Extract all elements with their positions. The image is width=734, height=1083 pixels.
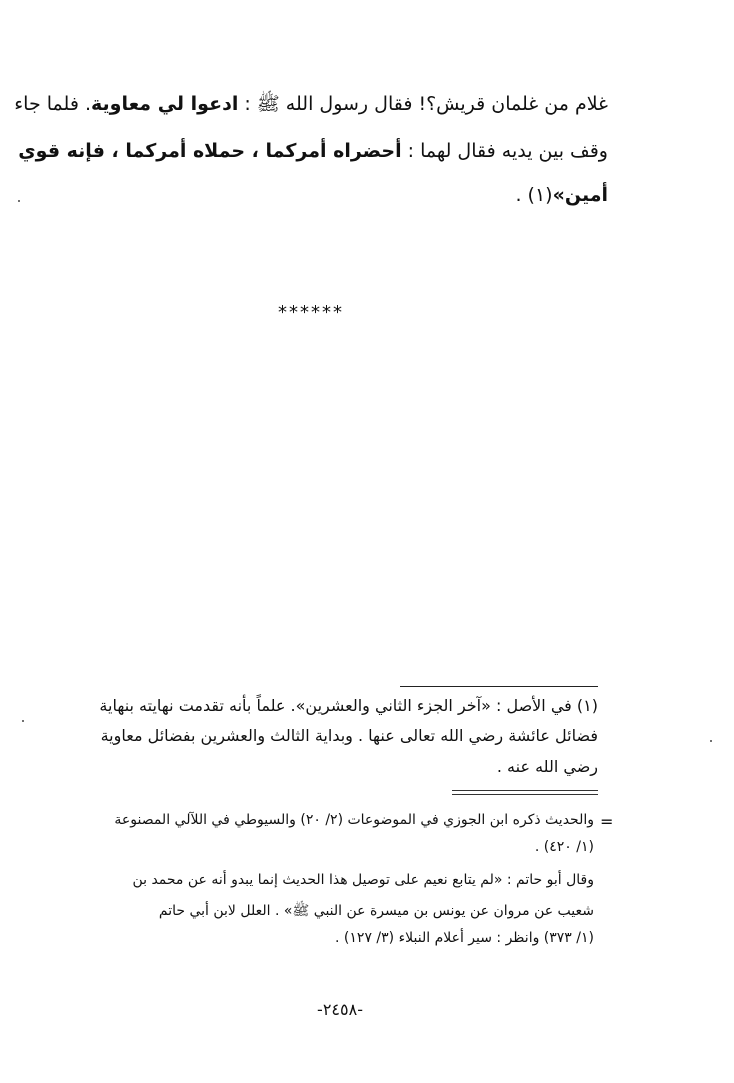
section-separator: ****** [278, 302, 344, 323]
scan-speck [710, 740, 712, 742]
main-line-3 [88, 184, 608, 206]
main-line-2-bold: أحضراه أمركما ، حملاه أمركما ، فإنه قوي [18, 140, 402, 162]
footnote-1-line-2: فضائل عائشة رضي الله تعالى عنها . وبداية الثالث والعشرين بفضائل معاوية [100, 726, 598, 745]
footnote-2-line-3: وقال أبو حاتم : «لم يتابع نعيم على توصيل هذا الحديث إنما يبدو أنه عن محمد بن [132, 872, 594, 888]
main-line-1-text-a: غلام من غلمان قريش؟! فقال رسول الله ﷺ : [238, 93, 608, 115]
footnote-1-line-1: (١) في الأصل : «آخر الجزء الثاني والعشرين». علماً بأنه تقدمت نهايته بنهاية [99, 696, 598, 715]
footnote-divider [400, 686, 598, 687]
footnote-2-line-2: (١/ ٤٢٠) . [534, 839, 594, 855]
scan-speck [22, 720, 24, 722]
main-line-3-text: (١) . [515, 184, 553, 206]
main-line-1-text-b: . فلما جاء [14, 93, 91, 115]
main-line-1 [14, 92, 608, 120]
scan-speck [18, 200, 20, 202]
footnote-1-line-3: رضي الله عنه . [496, 757, 598, 776]
main-line-1-bold: ادعوا لي معاوية [90, 93, 239, 115]
footnote-2-line-4: شعيب عن مروان عن يونس بن ميسرة عن النبي ﷺ» . العلل لابن أبي حاتم [158, 903, 594, 919]
footnote-2-line-5: (١/ ٣٧٣) وانظر : سير أعلام النبلاء (٣/ ١٢٧) . [335, 930, 594, 946]
main-line-2 [18, 140, 608, 162]
page-number: -٢٤٥٨- [317, 1000, 363, 1019]
main-line-2-text-a: وقف بين يديه فقال لهما : [401, 140, 608, 162]
main-line-3-bold: أمين» [552, 184, 608, 206]
continuation-mark: = [600, 812, 614, 831]
footnote-2-line-1: والحديث ذكره ابن الجوزي في الموضوعات (٢/ ٢٠) والسيوطي في اللآلي المصنوعة [114, 812, 594, 828]
footnote-double-rule [452, 790, 598, 795]
